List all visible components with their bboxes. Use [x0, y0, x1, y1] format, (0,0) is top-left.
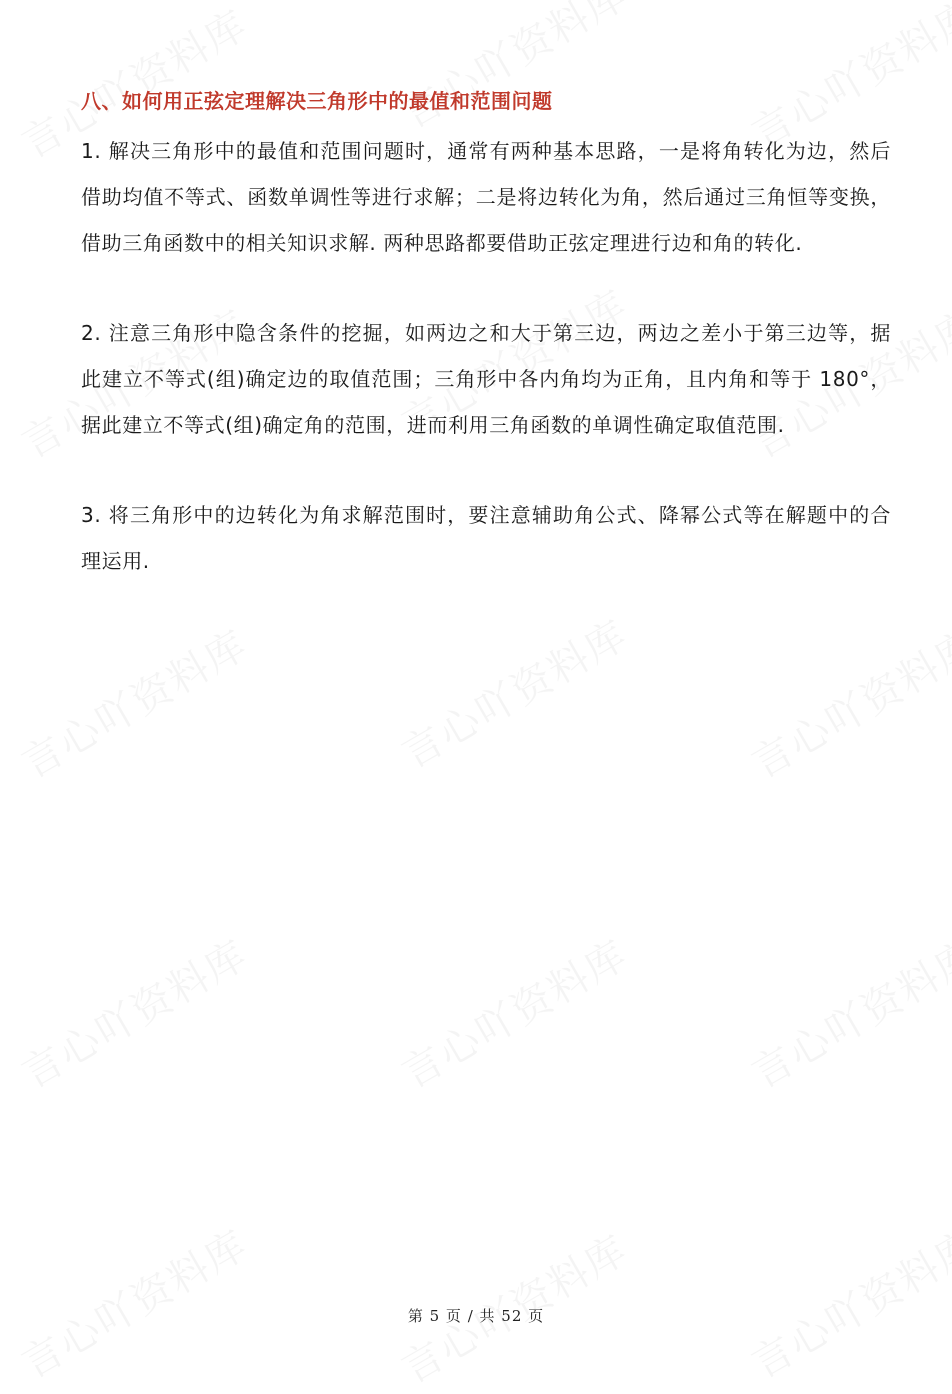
page-footer — [0, 1305, 952, 1326]
watermark — [740, 1214, 952, 1389]
paragraph-1: 1. 解决三角形中的最值和范围问题时，通常有两种基本思路，一是将角转化为边，然后借助均值不等式、函数单调性等进行求解；二是将边转化为角，然后通过三角恒等变换，借助三角函数中的相关知识求解. 两种思路都要借助正弦定理进行边和角的转化. — [81, 139, 891, 255]
paragraph-3: 3. 将三角形中的边转化为角求解范围时，要注意辅助角公式、降幂公式等在解题中的合理运用. — [81, 503, 891, 573]
section-heading: 八、如何用正弦定理解决三角形中的最值和范围问题 — [81, 89, 553, 113]
page-number: 第 5 页 / 共 52 页 — [407, 1307, 545, 1325]
watermark — [390, 924, 637, 1099]
watermark — [10, 614, 257, 789]
watermark — [740, 924, 952, 1099]
watermark — [390, 604, 637, 779]
page-content — [81, 86, 891, 584]
watermark — [10, 924, 257, 1099]
watermark — [10, 1214, 257, 1389]
paragraph-2: 2. 注意三角形中隐含条件的挖掘，如两边之和大于第三边，两边之差小于第三边等，据此建立不等式(组)确定边的取值范围；三角形中各内角均为正角，且内角和等于 180°，据此建立不等式(组)确定角的范围，进而利用三角函数的单调性确定取值范围. — [81, 321, 891, 437]
watermark — [740, 614, 952, 789]
